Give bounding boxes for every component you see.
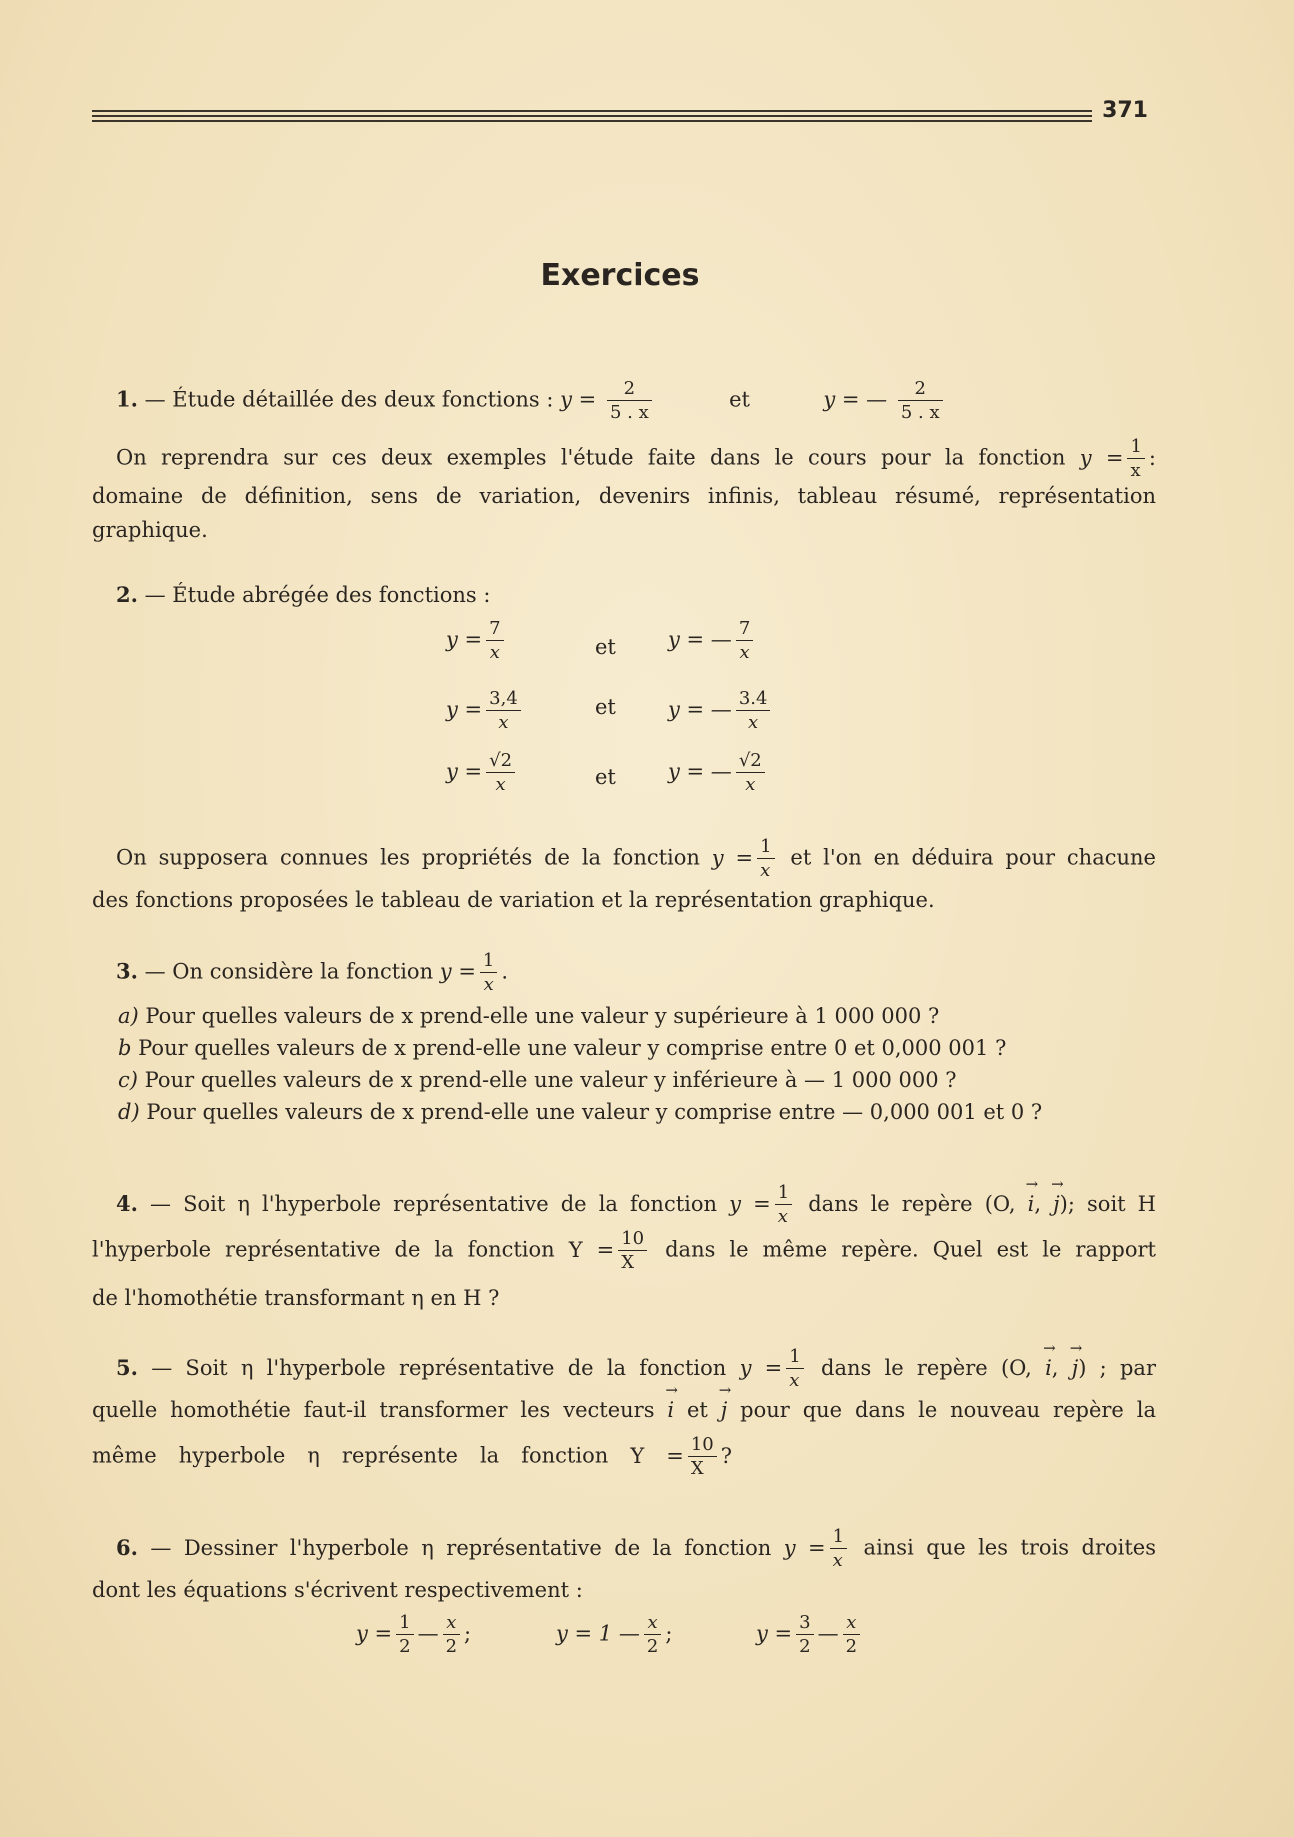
vector-i: → i [1028,1192,1035,1216]
header-rules [92,110,1092,125]
exercise-3-item-b: b Pour quelles valeurs de x prend-elle une valeur y comprise entre 0 et 0,000 001 ? [118,1036,1007,1060]
fraction: $\frac{7}{x}$ [486,620,503,662]
fraction: $\frac{3}{2}$ [796,1614,813,1656]
exercise-6-line-2: dont les équations s'écrivent respectivement : [92,1578,583,1602]
exercise-1-text-line-2: domaine de définition, sens de variation, devenirs infinis, tableau résumé, représentation [92,484,1156,508]
fraction: $\frac{3,4}{x}$ [486,690,521,732]
exercise-2-text-line-2: des fonctions proposées le tableau de variation et la représentation graphique. [92,888,935,912]
page-title: Exercices [540,258,700,293]
exercise-3-heading: 3. — On considère la fonction y = $\frac{1}{x}$ . [116,950,509,995]
vector-i: → i [1045,1356,1052,1380]
exercise-4-line-3: de l'homothétie transformant η en H ? [92,1286,500,1310]
exercise-2-text-line-1: On supposera connues les propriétés de la fonction y = $\frac{1}{x}$ et l'on en déduira pour chacune [116,836,1156,881]
fraction: $\frac{1}{x}$ [480,952,497,994]
exercise-2-row-3-right: y = — $\frac{√2}{x}$ [668,752,769,794]
fraction: $\frac{7}{x}$ [736,620,753,662]
exercise-2-row-2-et: et [595,695,616,719]
page-number: 371 [1102,98,1148,123]
fraction: $\frac{1}{x}$ [830,1528,847,1570]
vector-j: → j [1072,1356,1079,1380]
exercise-2-row-1-right: y = — $\frac{7}{x}$ [668,620,757,662]
exercise-2-row-1: y = $\frac{7}{x}$ [446,620,508,662]
fraction: $\frac{√2}{x}$ [486,752,515,794]
exercise-1-heading: 1. — Étude détaillée des deux fonctions : y = $\frac{2}{5 . x}$ et y = — $\frac{2}{5 . x}$ [116,380,947,422]
exercise-3-item-a: a) Pour quelles valeurs de x prend-elle une valeur y supérieure à 1 000 000 ? [118,1004,940,1028]
vector-j: → j [721,1398,728,1422]
fraction: $\frac{1}{x}$ [775,1184,792,1226]
fraction: $\frac{2}{5 . x}$ [898,380,943,422]
vector-j: → j [1053,1192,1060,1216]
fraction: $\frac{1}{x}$ [1127,438,1144,480]
fraction: $\frac{√2}{x}$ [736,752,765,794]
fraction: $\frac{10}{X}$ [618,1230,647,1272]
exercise-2-row-2: y = $\frac{3,4}{x}$ [446,690,525,732]
fraction: $\frac{2}{5 . x}$ [607,380,652,422]
exercise-6-equation-2: y = 1 — $\frac{x}{2}$ ; [556,1612,673,1657]
exercise-1-text-line-1: On reprendra sur ces deux exemples l'étude faite dans le cours pour la fonction y = $\frac{1}{x}$ : [116,436,1156,481]
exercise-3-item-d: d) Pour quelles valeurs de x prend-elle une valeur y comprise entre — 0,000 001 et 0 ? [118,1100,1043,1124]
exercise-4-line-2: l'hyperbole représentative de la fonction Y = $\frac{10}{X}$ dans le même repère. Quel est le rapport [92,1228,1156,1273]
exercise-5-line-3: même hyperbole η représente la fonction Y = $\frac{10}{X}$ ? [92,1434,732,1479]
exercise-6-line-1: 6. — Dessiner l'hyperbole η représentative de la fonction y = $\frac{1}{x}$ ainsi que les trois droites [116,1526,1156,1571]
exercise-5-line-1: 5. — Soit η l'hyperbole représentative de la fonction y = $\frac{1}{x}$ dans le repère (O, → i, → j) ; par [116,1348,1156,1390]
exercise-2-row-1-et: et [595,635,616,659]
exercise-5-line-2: quelle homothétie faut-il transformer les vecteurs → i et → j pour que dans le nouveau repère la [92,1398,1156,1422]
exercise-2-row-2-right: y = — $\frac{3.4}{x}$ [668,690,774,732]
fraction: $\frac{x}{2}$ [644,1614,661,1656]
fraction: $\frac{1}{x}$ [757,838,774,880]
fraction: $\frac{x}{2}$ [443,1614,460,1656]
exercise-1-text-line-3: graphique. [92,518,208,542]
fraction: $\frac{10}{X}$ [688,1436,717,1478]
fraction: $\frac{3.4}{x}$ [736,690,771,732]
exercise-2-row-3-et: et [595,765,616,789]
exercise-3-item-c: c) Pour quelles valeurs de x prend-elle une valeur y inférieure à — 1 000 000 ? [118,1068,957,1092]
exercise-2-heading: 2. — Étude abrégée des fonctions : [116,582,491,607]
vector-i: → i [667,1398,674,1422]
exercise-6-equation-1: y = $\frac{1}{2}$ — $\frac{x}{2}$ ; [356,1612,472,1657]
fraction: $\frac{x}{2}$ [843,1614,860,1656]
exercise-6-equation-3: y = $\frac{3}{2}$ — $\frac{x}{2}$ [756,1614,864,1656]
exercise-2-row-3: y = $\frac{√2}{x}$ [446,752,519,794]
fraction: $\frac{1}{2}$ [396,1614,413,1656]
fraction: $\frac{1}{x}$ [786,1348,803,1390]
exercise-4-line-1: 4. — Soit η l'hyperbole représentative de la fonction y = $\frac{1}{x}$ dans le repère (O, → i, → j); soit H [116,1184,1156,1226]
